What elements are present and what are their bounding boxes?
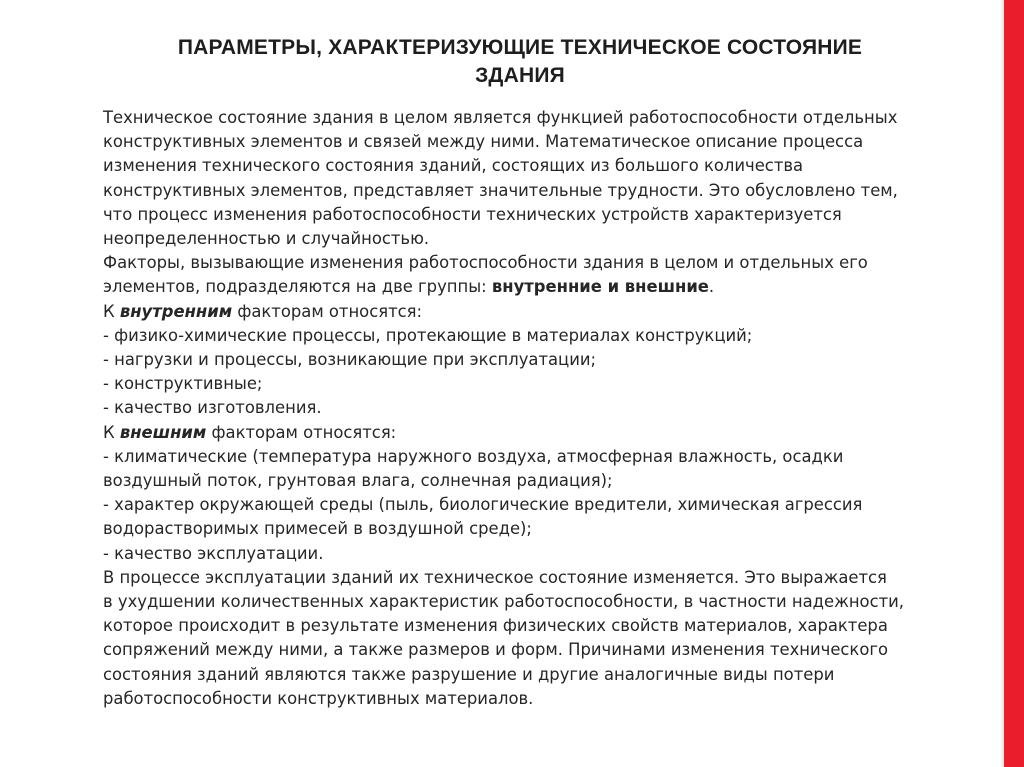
internal-factor-item: - конструктивные; xyxy=(103,374,263,394)
slide-body-text xyxy=(103,106,983,711)
conclusion-line: В процессе эксплуатации зданий их техническое состояние изменяется. Это выражается xyxy=(103,567,887,587)
factors-groups-bold: внутренние и внешние xyxy=(491,277,709,297)
internal-factors-heading xyxy=(103,300,983,324)
internal-suffix: факторам относятся: xyxy=(232,301,423,321)
external-factor-item: - характер окружающей среды (пыль, биологические вредители, химическая агрессия xyxy=(103,495,863,515)
conclusion-line: в ухудшении количественных характеристик работоспособности, в частности надежности, xyxy=(103,592,905,612)
conclusion-line: работоспособности конструктивных материалов. xyxy=(103,688,534,708)
title-line-2: ЗДАНИЯ xyxy=(475,64,565,87)
external-factor-item: - климатические (температура наружного воздуха, атмосферная влажность, осадки xyxy=(103,446,844,466)
conclusion-line: которое происходит в результате изменения физических свойств материалов, характера xyxy=(103,616,888,636)
external-factor-item: воздушный поток, грунтовая влага, солнечная радиация); xyxy=(103,471,613,491)
slide-title xyxy=(90,34,950,90)
factors-line: Факторы, вызывающие изменения работоспособности здания в целом и отдельных его xyxy=(103,253,868,273)
internal-factor-item: - нагрузки и процессы, возникающие при эксплуатации; xyxy=(103,350,597,370)
conclusion-line: состояния зданий являются также разрушение и другие аналогичные виды потери xyxy=(103,664,835,684)
factors-groups-suffix: . xyxy=(708,277,715,297)
internal-factor-item: - физико-химические процессы, протекающие в материалах конструкций; xyxy=(103,325,753,345)
conclusion-line: сопряжений между ними, а также размеров и форм. Причинами изменения технического xyxy=(103,640,888,660)
factors-groups-prefix: элементов, подразделяются на две группы: xyxy=(103,277,492,297)
external-factors-heading xyxy=(103,421,983,445)
external-factor-item: - качество эксплуатации. xyxy=(103,543,324,563)
intro-line: неопределенностью и случайностью. xyxy=(103,229,430,249)
internal-prefix: К xyxy=(103,301,120,321)
internal-factor-item: - качество изготовления. xyxy=(103,398,322,418)
external-factor-item: водорастворимых примесей в воздушной среде); xyxy=(103,519,532,539)
intro-line: конструктивных элементов и связей между ними. Математическое описание процесса xyxy=(103,132,864,152)
factors-groups-line xyxy=(103,275,983,299)
red-accent-bar xyxy=(1004,0,1024,767)
external-prefix: К xyxy=(103,422,120,442)
intro-line: изменения технического состояния зданий, состоящих из большого количества xyxy=(103,156,804,176)
intro-line: Техническое состояние здания в целом является функцией работоспособности отдельных xyxy=(103,108,898,127)
intro-line: что процесс изменения работоспособности технических устройств характеризуется xyxy=(103,204,842,224)
intro-line: конструктивных элементов, представляет значительные трудности. Это обусловлено тем, xyxy=(103,180,898,200)
external-keyword: внешним xyxy=(119,422,207,442)
internal-keyword: внутренним xyxy=(119,301,233,321)
external-suffix: факторам относятся: xyxy=(206,422,397,442)
title-line-1: ПАРАМЕТРЫ, ХАРАКТЕРИЗУЮЩИЕ ТЕХНИЧЕСКОЕ СОСТОЯНИЕ xyxy=(177,36,863,59)
